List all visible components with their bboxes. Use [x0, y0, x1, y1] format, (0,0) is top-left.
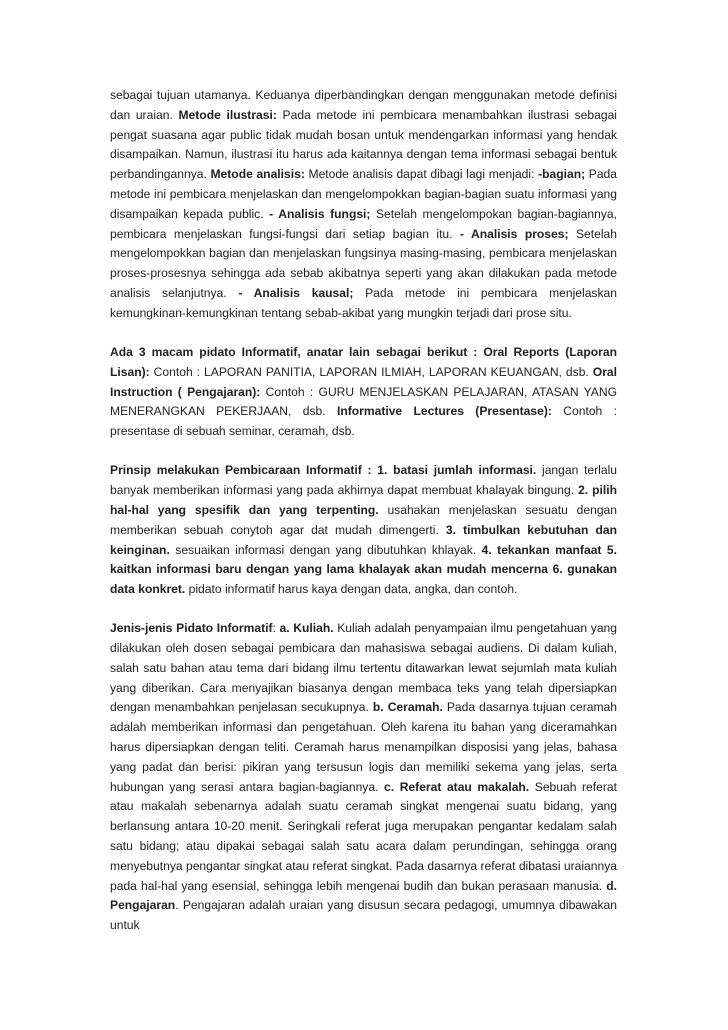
bold-text-run: Metode ilustrasi: [178, 107, 277, 122]
bold-text-run: -bagian; [538, 167, 586, 182]
text-run: jangan terlalu banyak memberikan informasi yang pada akhirnya dapat membuat khalayak bingung. [110, 463, 618, 498]
paragraph-gap [110, 600, 617, 619]
paragraph-gap [110, 324, 617, 343]
text-run: Contoh : presentase di sebuah seminar, ceramah, dsb. [110, 404, 617, 439]
bold-text-run: b. Ceramah. [372, 700, 443, 715]
bold-text-run: - Analisis kausal; [238, 285, 354, 300]
text-run: : [272, 621, 280, 636]
text-run: Setelah mengelompokkan bagian dan menjelaskan fungsinya masing-masing, pembicara menjelaskan proses-prosesnya sehingga ada sebab akibatnya seperti yang akan dilakukan pada metode analisis selanjutnya. [110, 226, 617, 300]
paragraph-metode [110, 86, 617, 324]
paragraph-gap [110, 442, 617, 461]
bold-text-run: d. Pengajaran [110, 878, 617, 913]
bold-text-run: 3. timbulkan kebutuhan dan keinginan. [110, 522, 617, 557]
text-run: Setelah mengelompokan bagian-bagiannya, pembicara menjelaskan fungsi-fungsi dari setiap bagian itu. [110, 206, 617, 241]
bold-text-run: Oral Instruction ( Pengajaran): [110, 364, 617, 399]
bold-text-run: - Analisis proses; [459, 226, 569, 241]
bold-text-run: c. Referat atau makalah. [384, 779, 530, 794]
bold-text-run: Prinsip melakukan Pembicaraan Informatif : 1. batasi jumlah informasi. [110, 463, 537, 478]
bold-text-run: Informative Lectures (Presentase): [336, 404, 552, 419]
text-run: pidato informatif harus kaya dengan data, angka, dan contoh. [185, 582, 518, 597]
bold-text-run: a. Kuliah. [279, 621, 334, 636]
text-run: Contoh : LAPORAN PANITIA, LAPORAN ILMIAH, LAPORAN KEUANGAN, dsb. [149, 364, 593, 379]
paragraph-macam-pidato [110, 343, 617, 442]
text-run: usahakan menjelaskan sesuatu dengan memberikan sebuah conytoh agar dat mudah dimengerti. [110, 502, 617, 537]
paragraph-jenis-pidato [110, 619, 617, 936]
text-run: sebagai tujuan utamanya. Keduanya diperbandingkan dengan menggunakan metode definisi dan uraian. [110, 88, 617, 122]
bold-text-run: 4. tekankan manfaat 5. kaitkan informasi baru dengan yang lama khalayak akan mudah mencerna 6. gunakan data konkret. [110, 542, 617, 597]
text-run: Pada metode ini pembicara menjelaskan kemungkinan-kemungkinan tentang sebab-akibat yang mungkin terjadi dari prose situ. [110, 285, 617, 320]
text-run: Pada dasarnya tujuan ceramah adalah memberikan informasi dan pengetahuan. Oleh karena itu bahan yang diceramahkan harus dipersiapkan dengan teliti. Ceramah harus menampilkan disposisi yang jelas, bahasa yang padat dan berisi: pikiran yang tersusun logis dan memiliki sekema yang jelas, serta hubungan yang serasi antara bagian-bagiannya. [110, 700, 617, 794]
document-page [110, 86, 617, 936]
text-run: Contoh : GURU MENJELASKAN PELAJARAN, ATASAN YANG MENERANGKAN PEKERJAAN, dsb. [110, 384, 617, 419]
text-run: sesuaikan informasi dengan yang dibutuhkan khlayak. [169, 542, 482, 557]
text-run: Sebuah referat atau makalah sebenarnya adalah suatu ceramah singkat mengenai suatu bidang, yang berlansung antara 10-20 menit. Seringkali referat juga merupakan pengantar kedalam salah satu bidang; atau dipakai sebagai salah satu acara dalam perundingan, sehingga orang menyebutnya pengantar singkat atau referat singkat. Pada dasarnya referat dibatasi uraiannya pada hal-hal yang esensial, sehingga lebih mengenai budih dan bukan perasaan manusia. [110, 779, 617, 893]
bold-text-run: Metode analisis: [210, 167, 305, 182]
text-run: Metode analisis dapat dibagi lagi menjadi: [304, 167, 539, 182]
text-run: Kuliah adalah penyampaian ilmu pengetahuan yang dilakukan oleh dosen sebagai pembicara dan mahasiswa sebagai audiens. Di dalam kuliah, salah satu bahan atau tema dari bidang ilmu tertentu ditawarkan lewat sejumlah mata kuliah yang diberikan. Cara menyajikan biasanya dengan membaca teks yang telah dipersiapkan dengan menambahkan penjelasan secukupnya. [110, 621, 617, 715]
bold-text-run: 2. pilih hal-hal yang spesifik dan yang terpenting. [110, 483, 617, 517]
bold-text-run: Ada 3 macam pidato Informatif, anatar lain sebagai berikut : Oral Reports (Laporan Lisan): [110, 344, 617, 379]
text-run: Pada metode ini pembicara menambahkan ilustrasi sebagai pengat suasana agar public tidak mudah bosan untuk mendengarkan informasi yang hendak disampaikan. Namun, ilustrasi itu harus ada kaitannya dengan tema informasi sebagai bentuk perbandingannya. [110, 107, 617, 182]
text-run: Pada metode ini pembicara menjelaskan dan mengelompokkan bagian-bagian suatu informasi yang disampaikan kepada public. [110, 167, 617, 221]
bold-text-run: - Analisis fungsi; [269, 206, 371, 221]
text-run: . Pengajaran adalah uraian yang disusun secara pedagogi, umumnya dibawakan untuk [110, 898, 617, 933]
bold-text-run: Jenis-jenis Pidato Informatif [110, 621, 273, 636]
paragraph-prinsip [110, 461, 617, 600]
